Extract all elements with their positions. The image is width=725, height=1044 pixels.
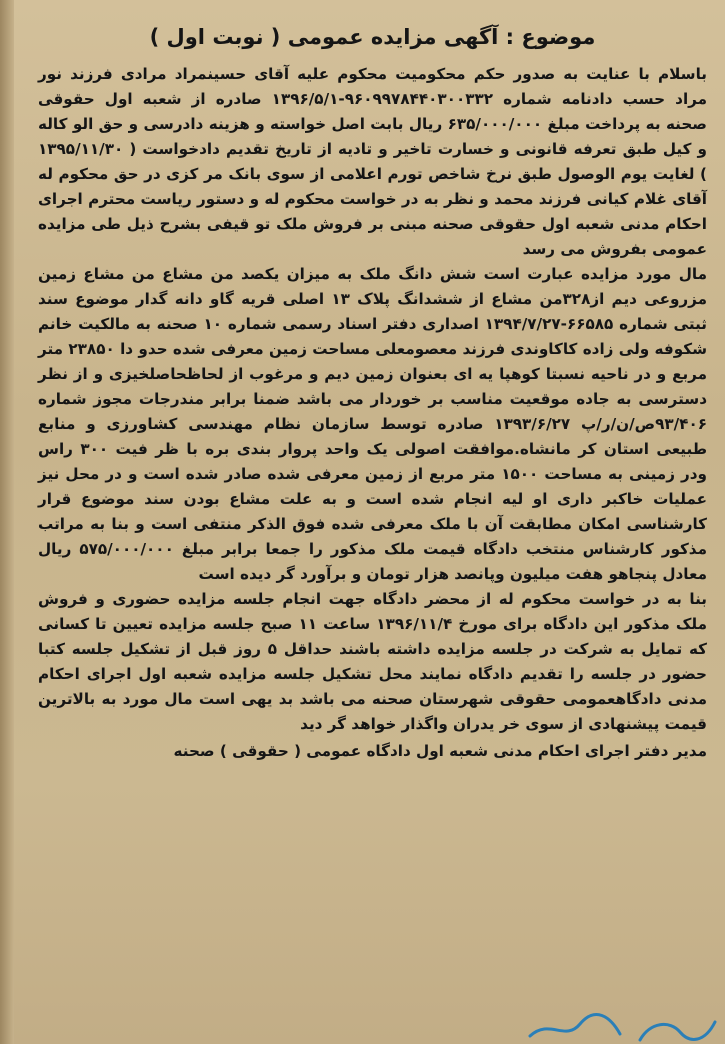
notice-paragraph-property: مال مورد مزایده عبارت است شش دانگ ملک به میزان یکصد من مشاع من مشاع زمین مزروعی دیم از۳۲۸من مشاع از ششدانگ پلاک ۱۳ اصلی قریه گاو دانه گدار موضوع سند ثبتی شماره ۶۶۵۸۵-۱۳۹۴/۷/۲۷ اصداری دفتر اسناد رسمی شماره ۱۰ صحنه به مالکیت خانم شکوفه ولی زاده کاکاوندی فرزند معصومعلی مساحت زمین معرفی شده حدو دا ۲۳۸۵۰ متر مربع و در ناحیه نسبتا کوهپا یه ای بعنوان زمین دیم و مرغوب از لحاظحاصلخیزی و از نظر دسترسی به جاده موقعیت مناسب بر خوردار می باشد ضمنا برابر مندرجات مجوز شماره ۹۳/۴۰۶ص/ن/ر/پ ۱۳۹۳/۶/۲۷ صادره توسط سازمان نظام مهندسی کشاورزی و منابع طبیعی استان کر مانشاه.موافقت اصولی یک واحد پروار بندی بره با ظر فیت ۳۰۰ راس ودر زمینی به مساحت ۱۵۰۰ متر مربع از زمین معرفی شده صادر شده است و در محل نیز عملیات خاکبر داری او لیه انجام شده است و به علت مشاع بودن سند موضوع قرار کارشناسی امکان مطابقت آن با ملک معرفی شده فوق الذکر منتفی است و بنا به مراتب مذکور کارشناس منتخب دادگاه قیمت ملک مذکور را جمعا برابر مبلغ ۵۷۵/۰۰۰/۰۰۰ ریال معادل پنجاهو هفت میلیون وپانصد هزار تومان و برآورد گر دیده است: [38, 265, 708, 583]
notice-title: موضوع : آگهی مزایده عمومی ( نوبت اول ): [149, 25, 596, 49]
notice-signature-line: مدیر دفتر اجرای احکام مدنی شعبه اول دادگاه عمومی ( حقوقی ) صحنه: [173, 742, 707, 760]
signature-scribble-icon: [520, 1012, 720, 1044]
notice-paragraph-intro: باسلام با عنایت به صدور حکم محکومیت محکوم علیه آقای حسینمراد مرادی فرزند نور مراد حسب دادنامه شماره ۹۶۰۹۹۷۸۴۴۰۳۰۰۳۳۲-۱۳۹۶/۵/۱ صادره از شعبه اول حقوقی صحنه به پرداخت مبلغ ۶۳۵/۰۰۰/۰۰۰ ریال بابت اصل خواسته و هزینه دادرسی و حق الو کاله و کیل طبق تعرفه قانونی و خسارت تاخیر و تادیه از تاریخ تقدیم دادخواست ( ۱۳۹۵/۱۱/۳۰ ) لغایت یوم الوصول طبق نرخ شاخص تورم اعلامی از سوی بانک مر کزی در حق محکوم له آقای غلام کیانی فرزند محمد و نظر به در خواست محکوم له و دستور ریاست محترم اجرای احکام مدنی شعبه اول حقوقی صحنه مبنی بر فروش ملک تو قیفی بشرح ذیل طی مزایده عمومی بفروش می رسد: [38, 65, 708, 258]
auction-notice: [38, 22, 707, 764]
notice-paragraph-session: بنا به در خواست محکوم له از محضر دادگاه جهت انجام جلسه مزایده حضوری و فروش ملک مذکور این دادگاه برای مورخ ۱۳۹۶/۱۱/۴ ساعت ۱۱ صبح جلسه مزایده تعیین تا کسانی که تمایل به شرکت در جلسه مزایده داشته باشند حداقل ۵ روز قبل از تشکیل جلسه کتبا حضور در جلسه را تقدیم دادگاه نمایند محل تشکیل جلسه مزایده شعبه اول اجرای احکام مدنی دادگاهعمومی حقوقی شهرستان صحنه می باشد بد یهی است مال مورد به بالاترین قیمت پیشنهادی از سوی خر یدران واگذار خواهد گر دید: [38, 590, 707, 733]
page-edge-shadow: [0, 0, 14, 1044]
